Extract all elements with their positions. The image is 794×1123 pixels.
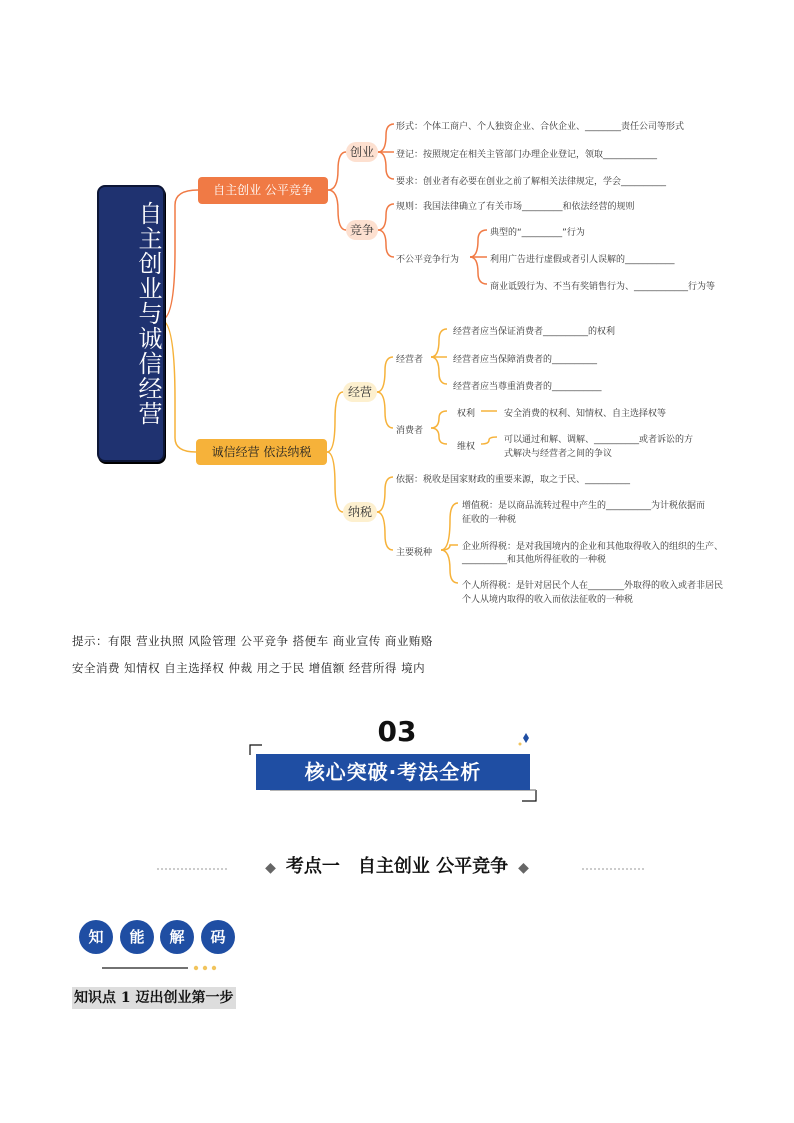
tag-nashui: 纳税 (343, 502, 377, 522)
badge-char-3: 解 (160, 920, 194, 954)
unfair-item-2: 利用广告进行虚假或者引人误解的___________ (490, 255, 675, 265)
corp-tax-line-1: 企业所得税：是对我国境内的企业和其他取得收入的组织的生产、 (462, 542, 724, 552)
badge-char-1: 知 (79, 920, 113, 954)
tag-jingying: 经营 (343, 382, 377, 402)
badge-char-4: 码 (201, 920, 235, 954)
tag-chuangye: 创业 (346, 142, 378, 162)
unfair-item-1: 典型的“_________”行为 (490, 228, 585, 238)
defense-text-1: 可以通过和解、调解、__________或者诉讼的方 (504, 435, 694, 445)
operator-item-1: 经营者应当保证消费者__________的权利 (453, 327, 616, 337)
section-banner: 核心突破·考法全析 (256, 754, 530, 790)
unfair-item-3: 商业诋毁行为、不当有奖销售行为、____________行为等 (490, 282, 716, 292)
chuangye-item-1: 形式：个体工商户、个人独资企业、合伙企业、________责任公司等形式 (396, 122, 685, 132)
chuangye-item-3: 要求：创业者有必要在创业之前了解相关法律规定，学会__________ (396, 177, 667, 187)
vat-line-1: 增值税：是以商品流转过程中产生的__________为计税依据而 (462, 501, 706, 511)
branch-integrity: 诚信经营 依法纳税 (196, 439, 327, 465)
rights-text: 安全消费的权利、知情权、自主选择权等 (504, 409, 667, 419)
corp-tax-line-2: __________和其他所得征收的一种税 (462, 555, 607, 565)
tax-basis: 依据：税收是国家财政的重要来源，取之于民、__________ (396, 475, 631, 485)
mindmap-root-label: 自主创业与诚信经营 (134, 201, 162, 426)
rights-label: 权利 (457, 409, 476, 419)
operator-item-2: 经营者应当保障消费者的__________ (453, 355, 598, 365)
operator-item-3: 经营者应当尊重消费者的___________ (453, 382, 602, 392)
knowledge-point-heading: 知识点 1 迈出创业第一步 (72, 987, 236, 1009)
defense-text-2: 式解决与经营者之间的争议 (504, 449, 613, 459)
badge-char-2: 能 (120, 920, 154, 954)
section-number: 03 (377, 715, 417, 748)
defense-label: 维权 (457, 442, 476, 452)
diamond-icon: ◆ (518, 860, 529, 876)
chuangye-item-2: 登记：按照规定在相关主管部门办理企业登记，领取____________ (396, 150, 658, 160)
kaodian-text: 考点一 自主创业 公平竞争 (285, 856, 509, 877)
diamond-icon: ◆ (265, 860, 276, 876)
income-tax-line-2: 个人从境内取得的收入而依法征收的一种税 (462, 595, 634, 605)
unfair-competition-label: 不公平竞争行为 (396, 255, 460, 265)
kaodian-title (0, 852, 794, 878)
branch-entrepreneurship: 自主创业 公平竞争 (198, 177, 328, 204)
main-taxes-label: 主要税种 (396, 548, 433, 558)
income-tax-line-1: 个人所得税：是针对居民个人在________外取得的收入或者非居民 (462, 581, 724, 591)
hint-line-1: 提示：有限 营业执照 风险管理 公平竞争 搭便车 商业宣传 商业贿赂 (72, 634, 433, 648)
mindmap-root (97, 185, 165, 462)
tag-jingzheng: 竞争 (346, 220, 378, 240)
hint-line-2: 安全消费 知情权 自主选择权 仲裁 用之于民 增值额 经营所得 境内 (72, 661, 426, 675)
vat-line-2: 征收的一种税 (462, 515, 517, 525)
operator-label: 经营者 (396, 355, 424, 365)
jingzheng-rule: 规则：我国法律确立了有关市场_________和依法经营的规则 (396, 202, 635, 212)
consumer-label: 消费者 (396, 426, 424, 436)
